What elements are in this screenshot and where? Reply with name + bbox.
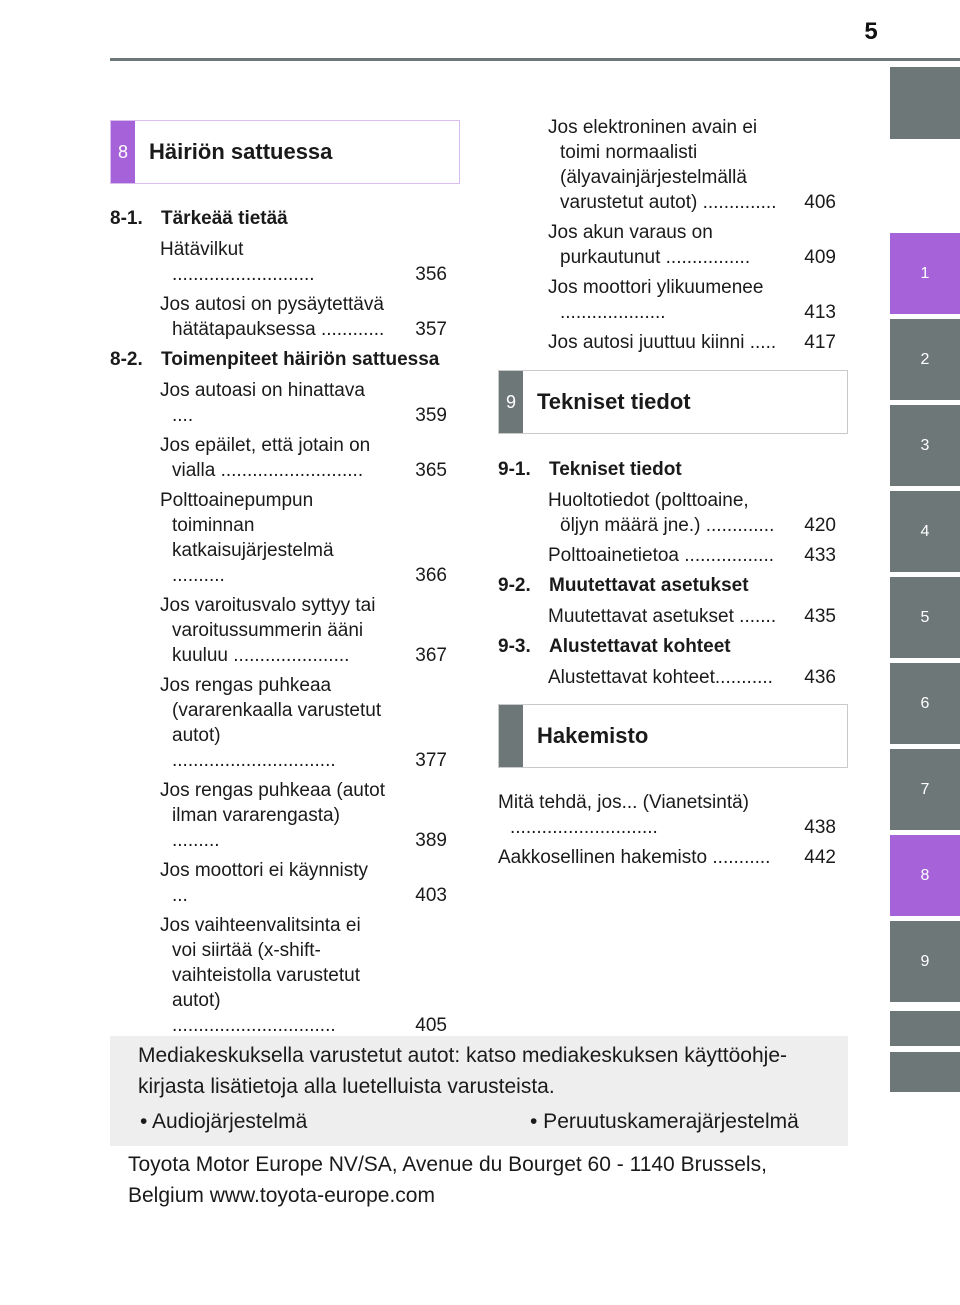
page-ref: 359 [415, 405, 447, 426]
section-title: Hakemisto [537, 723, 649, 748]
toc-entry[interactable]: Jos elektroninen avain ei toimi normaalisti (älyavainjärjestelmällä varustetut autot) .............. 406 [548, 117, 836, 213]
page-number: 5 [864, 18, 878, 45]
page-ref: 405 [415, 1015, 447, 1036]
page-ref: 409 [804, 247, 836, 268]
info-text: Mediakeskuksella varustetut autot: katso mediakeskuksen käyttöohje-kirjasta lisätietoja alla luetelluista varusteista. [138, 1044, 788, 1098]
page-ref: 442 [804, 847, 836, 868]
page-ref: 420 [804, 515, 836, 536]
toc-entry[interactable]: Aakkosellinen hakemisto ........... 442 [498, 847, 836, 868]
toc-entry[interactable]: Jos varoitusvalo syttyy tai varoitussummerin ääni kuuluu ...................... 367 [160, 595, 447, 666]
page-ref: 377 [415, 750, 447, 771]
section-number: 8 [111, 121, 135, 183]
info-bullet-audio: • Audiojärjestelmä [140, 1110, 308, 1133]
chapter-tab-4[interactable]: 4 [890, 491, 960, 572]
page-ref: 389 [415, 830, 447, 851]
page-ref: 438 [804, 817, 836, 838]
top-rule [110, 58, 960, 61]
page-ref: 403 [415, 885, 447, 906]
toc-right-continued [498, 115, 836, 360]
chapter-tab-6[interactable]: 6 [890, 663, 960, 744]
toc-left-column [110, 206, 447, 1043]
publisher-footer: Toyota Motor Europe NV/SA, Avenue du Bourget 60 - 1140 Brussels, Belgium www.toyota-europe.com [128, 1153, 767, 1207]
chapter-tab-7[interactable]: 7 [890, 749, 960, 830]
info-bullet-camera: • Peruutuskamerajärjestelmä [530, 1110, 799, 1133]
chapter-tab-blank-2[interactable] [890, 1052, 960, 1092]
page-ref: 357 [415, 319, 447, 340]
page-ref: 356 [415, 264, 447, 285]
page-ref: 365 [415, 460, 447, 481]
toc-entry[interactable]: Alustettavat kohteet........... 436 [548, 667, 836, 688]
chapter-tab-3[interactable]: 3 [890, 405, 960, 486]
toc-entry[interactable]: Huoltotiedot (polttoaine, öljyn määrä jne.) ............. 420 [548, 490, 836, 536]
chapter-tab-blank-1[interactable] [890, 1011, 960, 1046]
chapter-tab-blank-top[interactable] [890, 67, 960, 139]
toc-entry[interactable]: Jos autoasi on hinattava .... 359 [160, 380, 447, 426]
toc-subsection[interactable]: 9-2. Muutettavat asetukset [498, 575, 749, 596]
toc-entry[interactable]: Polttoainetietoa ................. 433 [548, 545, 836, 566]
info-box [110, 1036, 848, 1146]
chapter-tab-9[interactable]: 9 [890, 921, 960, 1002]
toc-entry[interactable]: Jos moottori ylikuumenee .................... 413 [548, 277, 836, 323]
toc-entry[interactable]: Jos akun varaus on purkautunut ................ 409 [548, 222, 836, 268]
chapter-tabs [890, 0, 960, 1305]
toc-subsection[interactable]: 8-2. Toimenpiteet häiriön sattuessa [110, 349, 440, 370]
section-number [499, 705, 523, 767]
toc-entry[interactable]: Jos rengas puhkeaa (vararenkaalla varustetut autot) ............................... 377 [160, 675, 447, 771]
toc-entry[interactable]: Jos epäilet, että jotain on vialla ........................... 365 [160, 435, 447, 481]
toc-entry[interactable]: Mitä tehdä, jos... (Vianetsintä) ............................ 438 [498, 792, 836, 838]
page-ref: 436 [804, 667, 836, 688]
toc-entry[interactable]: Jos vaihteenvalitsinta ei voi siirtää (x-shift-vaihteistolla varustetut autot) ............................... 405 [160, 915, 447, 1036]
page-ref: 366 [415, 565, 447, 586]
chapter-tab-2[interactable]: 2 [890, 319, 960, 400]
page-ref: 433 [804, 545, 836, 566]
section-header-8 [110, 120, 460, 184]
toc-entry[interactable]: Hätävilkut ........................... 356 [160, 239, 447, 285]
toc-entry[interactable]: Jos autosi on pysäytettävä hätätapauksessa ............ 357 [160, 294, 447, 340]
section-header-9 [498, 370, 848, 434]
toc-subsection[interactable]: 8-1. Tärkeää tietää [110, 208, 288, 229]
page-ref: 367 [415, 645, 447, 666]
toc-subsection[interactable]: 9-1. Tekniset tiedot [498, 459, 682, 480]
section-number: 9 [499, 371, 523, 433]
toc-entry[interactable]: Muutettavat asetukset ....... 435 [548, 606, 836, 627]
toc-right-index [498, 790, 836, 875]
toc-entry[interactable]: Polttoainepumpun toiminnan katkaisujärjestelmä .......... 366 [160, 490, 447, 586]
toc-subsection[interactable]: 9-3. Alustettavat kohteet [498, 636, 731, 657]
section-header-index [498, 704, 848, 768]
chapter-tab-5[interactable]: 5 [890, 577, 960, 658]
toc-entry[interactable]: Jos autosi juuttuu kiinni ..... 417 [548, 332, 836, 353]
section-title: Häiriön sattuessa [149, 139, 333, 164]
page-ref: 435 [804, 606, 836, 627]
chapter-tab-8[interactable]: 8 [890, 835, 960, 916]
toc-entry[interactable]: Jos rengas puhkeaa (autot ilman vararengasta) ......... 389 [160, 780, 447, 851]
toc-right-section-9 [498, 457, 836, 695]
page-ref: 406 [804, 192, 836, 213]
section-title: Tekniset tiedot [537, 389, 691, 414]
page-ref: 417 [804, 332, 836, 353]
toc-entry[interactable]: Jos moottori ei käynnisty ... 403 [160, 860, 447, 906]
page-ref: 413 [804, 302, 836, 323]
chapter-tab-1[interactable]: 1 [890, 233, 960, 314]
